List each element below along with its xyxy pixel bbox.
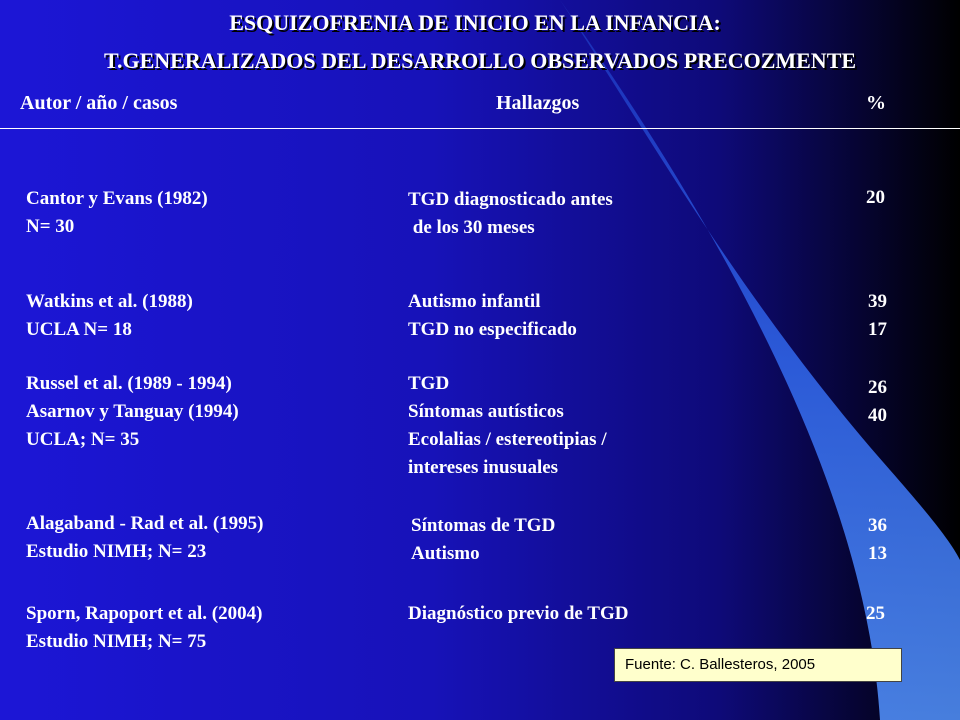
row-4-percent [868,512,887,568]
author-line: Watkins et al. (1988) [26,291,193,312]
author-line: Alagaband - Rad et al. (1995) [26,513,264,534]
row-2-percent [868,288,887,344]
finding-line: intereses inusuales [408,457,559,478]
author-line: Russel et al. (1989 - 1994) [26,373,232,394]
finding-line: TGD no especificado [408,319,577,340]
finding-line: Ecolalias / estereotipias / [408,429,607,450]
finding-line: Autismo [411,543,480,564]
row-4-author [26,510,264,566]
author-line: Cantor y Evans (1982) [26,188,208,209]
percent-value: 17 [868,319,887,340]
row-1-percent [866,184,885,212]
percent-value: 25 [866,603,885,624]
finding-line: de los 30 meses [408,217,535,238]
title-line-1: ESQUIZOFRENIA DE INICIO EN LA INFANCIA: [229,10,721,35]
finding-line: Autismo infantil [408,291,541,312]
header-percent: % [866,92,886,114]
finding-line: Síntomas de TGD [411,515,556,536]
finding-line: Síntomas autísticos [408,401,564,422]
author-line: UCLA N= 18 [26,319,132,340]
row-3-author [26,370,239,454]
row-2-findings [408,288,577,344]
header-findings: Hallazgos [496,92,580,114]
author-line: UCLA; N= 35 [26,429,140,450]
author-line: Asarnov y Tanguay (1994) [26,401,239,422]
author-line: Estudio NIMH; N= 75 [26,631,207,652]
percent-value: 26 [868,377,887,398]
author-line: Sporn, Rapoport et al. (2004) [26,603,263,624]
row-1-author [26,185,208,241]
percent-value: 39 [868,291,887,312]
row-5-findings [408,600,628,628]
row-3-percent [868,374,887,430]
row-2-author [26,288,193,344]
finding-line: Diagnóstico previo de TGD [408,603,629,624]
title-line-2: T.GENERALIZADOS DEL DESARROLLO OBSERVADOS PRECOZMENTE [103,48,857,73]
finding-line: TGD diagnosticado antes [408,189,613,210]
row-1-findings [408,186,613,242]
finding-line: TGD [408,373,450,394]
row-4-findings [411,512,555,568]
row-5-author [26,600,262,656]
row-3-findings [408,370,607,482]
author-line: N= 30 [26,216,75,237]
source-note: Fuente: C. Ballesteros, 2005 [614,648,902,682]
percent-value: 40 [868,405,887,426]
percent-value: 20 [866,187,885,208]
row-5-percent [866,600,885,628]
author-line: Estudio NIMH; N= 23 [26,541,207,562]
percent-value: 13 [868,543,887,564]
percent-value: 36 [868,515,887,536]
header-divider [0,128,960,129]
header-author: Autor / año / casos [20,92,178,114]
